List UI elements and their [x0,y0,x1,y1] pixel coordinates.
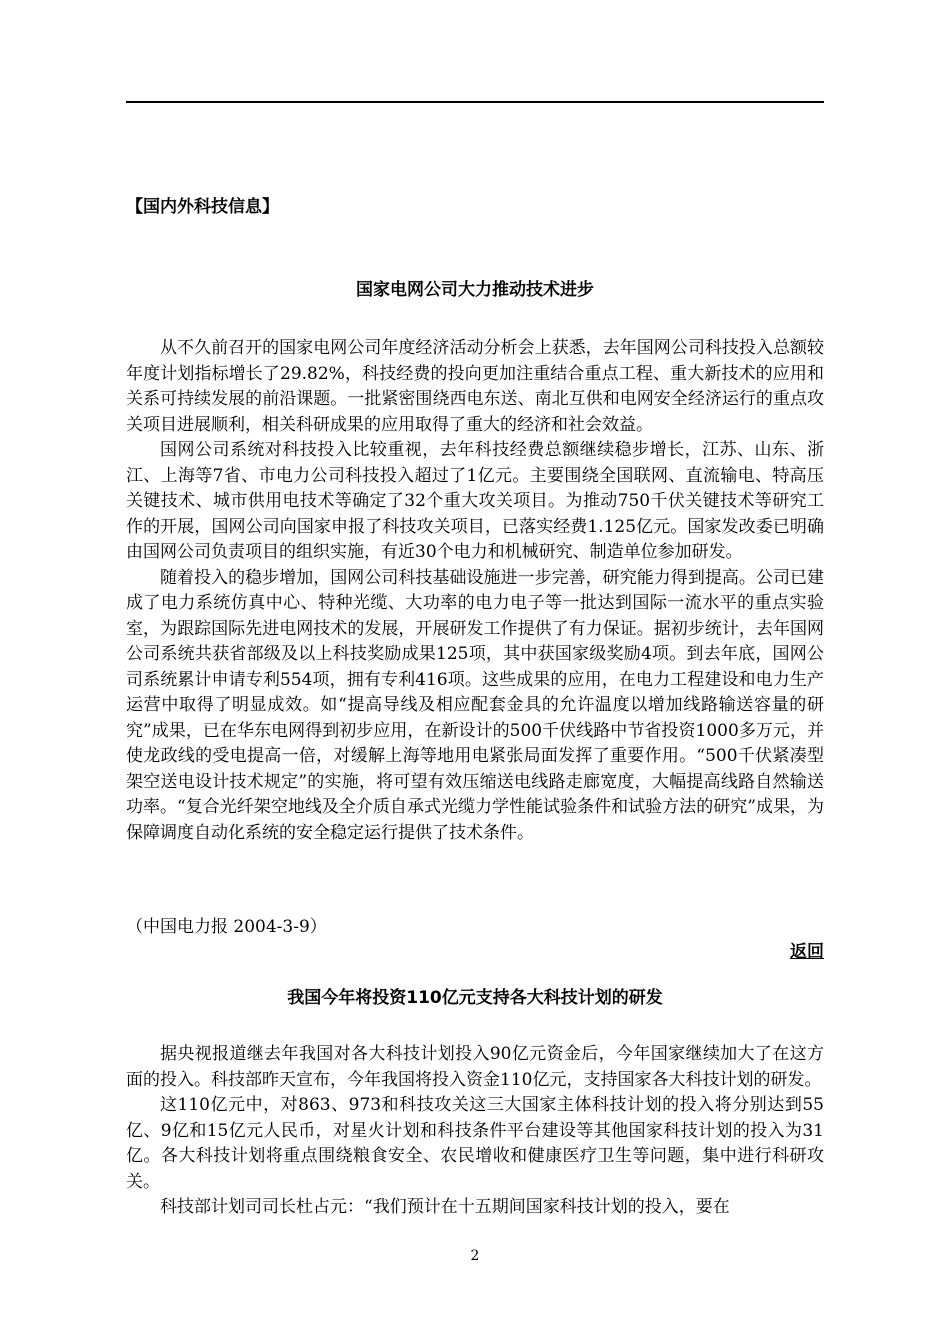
article2-paragraph: 据央视报道继去年我国对各大科技计划投入90亿元资金后，今年国家继续加大了在这方面的投入。科技部昨天宣布，今年我国将投入资金110亿元，支持国家各大科技计划的研发。 [126,1044,824,1090]
header-rule [126,101,824,103]
article1-paragraph: 随着投入的稳步增加，国网公司科技基础设施进一步完善，研究能力得到提高。公司已建成了电力系统仿真中心、特种光缆、大功率的电力电子等一批达到国际一流水平的重点实验室，为跟踪国际先进电网技术的发展，开展研发工作提供了有力保证。据初步统计，去年国网公司系统共获省部级及以上科技奖励成果125项，其中获国家级奖励4项。到去年底，国网公司系统累计申请专利554项，拥有专利416项。这些成果的应用，在电力工程建设和电力生产运营中取得了明显成效。如“提高导线及相应配套金具的允许温度以增加线路输送容量的研究”成果，已在华东电网得到初步应用，在新设计的500千伏线路中节省投资1000多万元，并使龙政线的受电提高一倍，对缓解上海等地用电紧张局面发挥了重要作用。“500千伏紧凑型架空送电设计技术规定”的实施，将可望有效压缩送电线路走廊宽度，大幅提高线路自然输送功率。“复合光纤架空地线及全介质自承式光缆力学性能试验条件和试验方法的研究”成果，为保障调度自动化系统的安全稳定运行提供了技术条件。 [126,567,824,843]
page-number: 2 [470,1248,480,1264]
article2-paragraph: 科技部计划司司长杜占元：“我们预计在十五期间国家科技计划的投入，要在 [160,1197,730,1217]
article2-paragraph: 这110亿元中，对863、973和科技攻关这三大国家主体科技计划的投入将分别达到55亿、9亿和15亿元人民币，对星火计划和科技条件平台建设等其他国家科技计划的投入为31亿。各大科技计划将重点围绕粮食安全、农民增收和健康医疗卫生等问题，集中进行科研攻关。 [126,1095,824,1192]
article2-body [126,1042,824,1221]
article2-title: 我国今年将投资110亿元支持各大科技计划的研发 [287,988,663,1008]
back-link[interactable]: 返回 [790,942,824,962]
article1-paragraph: 国网公司系统对科技投入比较重视，去年科技经费总额继续稳步增长，江苏、山东、浙江、上海等7省、市电力公司科技投入超过了1亿元。主要围绕全国联网、直流输电、特高压关键技术、城市供用电技术等确定了32个重大攻关项目。为推动750千伏关键技术等研究工作的开展，国网公司向国家申报了科技攻关项目，已落实经费1.125亿元。国家发改委已明确由国网公司负责项目的组织实施，有近30个电力和机械研究、制造单位参加研发。 [126,440,824,562]
article1-title: 国家电网公司大力推动技术进步 [356,280,594,300]
article1-body [126,336,824,846]
section-label: 【国内外科技信息】 [126,197,279,217]
article1-paragraph: 从不久前召开的国家电网公司年度经济活动分析会上获悉，去年国网公司科技投入总额较年度计划指标增长了29.82%，科技经费的投向更加注重结合重点工程、重大新技术的应用和关系可持续发展的前沿课题。一批紧密围绕西电东送、南北互供和电网安全经济运行的重点攻关项目进展顺利，相关科研成果的应用取得了重大的经济和社会效益。 [126,338,824,435]
article1-source: （中国电力报 2004-3-9） [126,917,327,937]
